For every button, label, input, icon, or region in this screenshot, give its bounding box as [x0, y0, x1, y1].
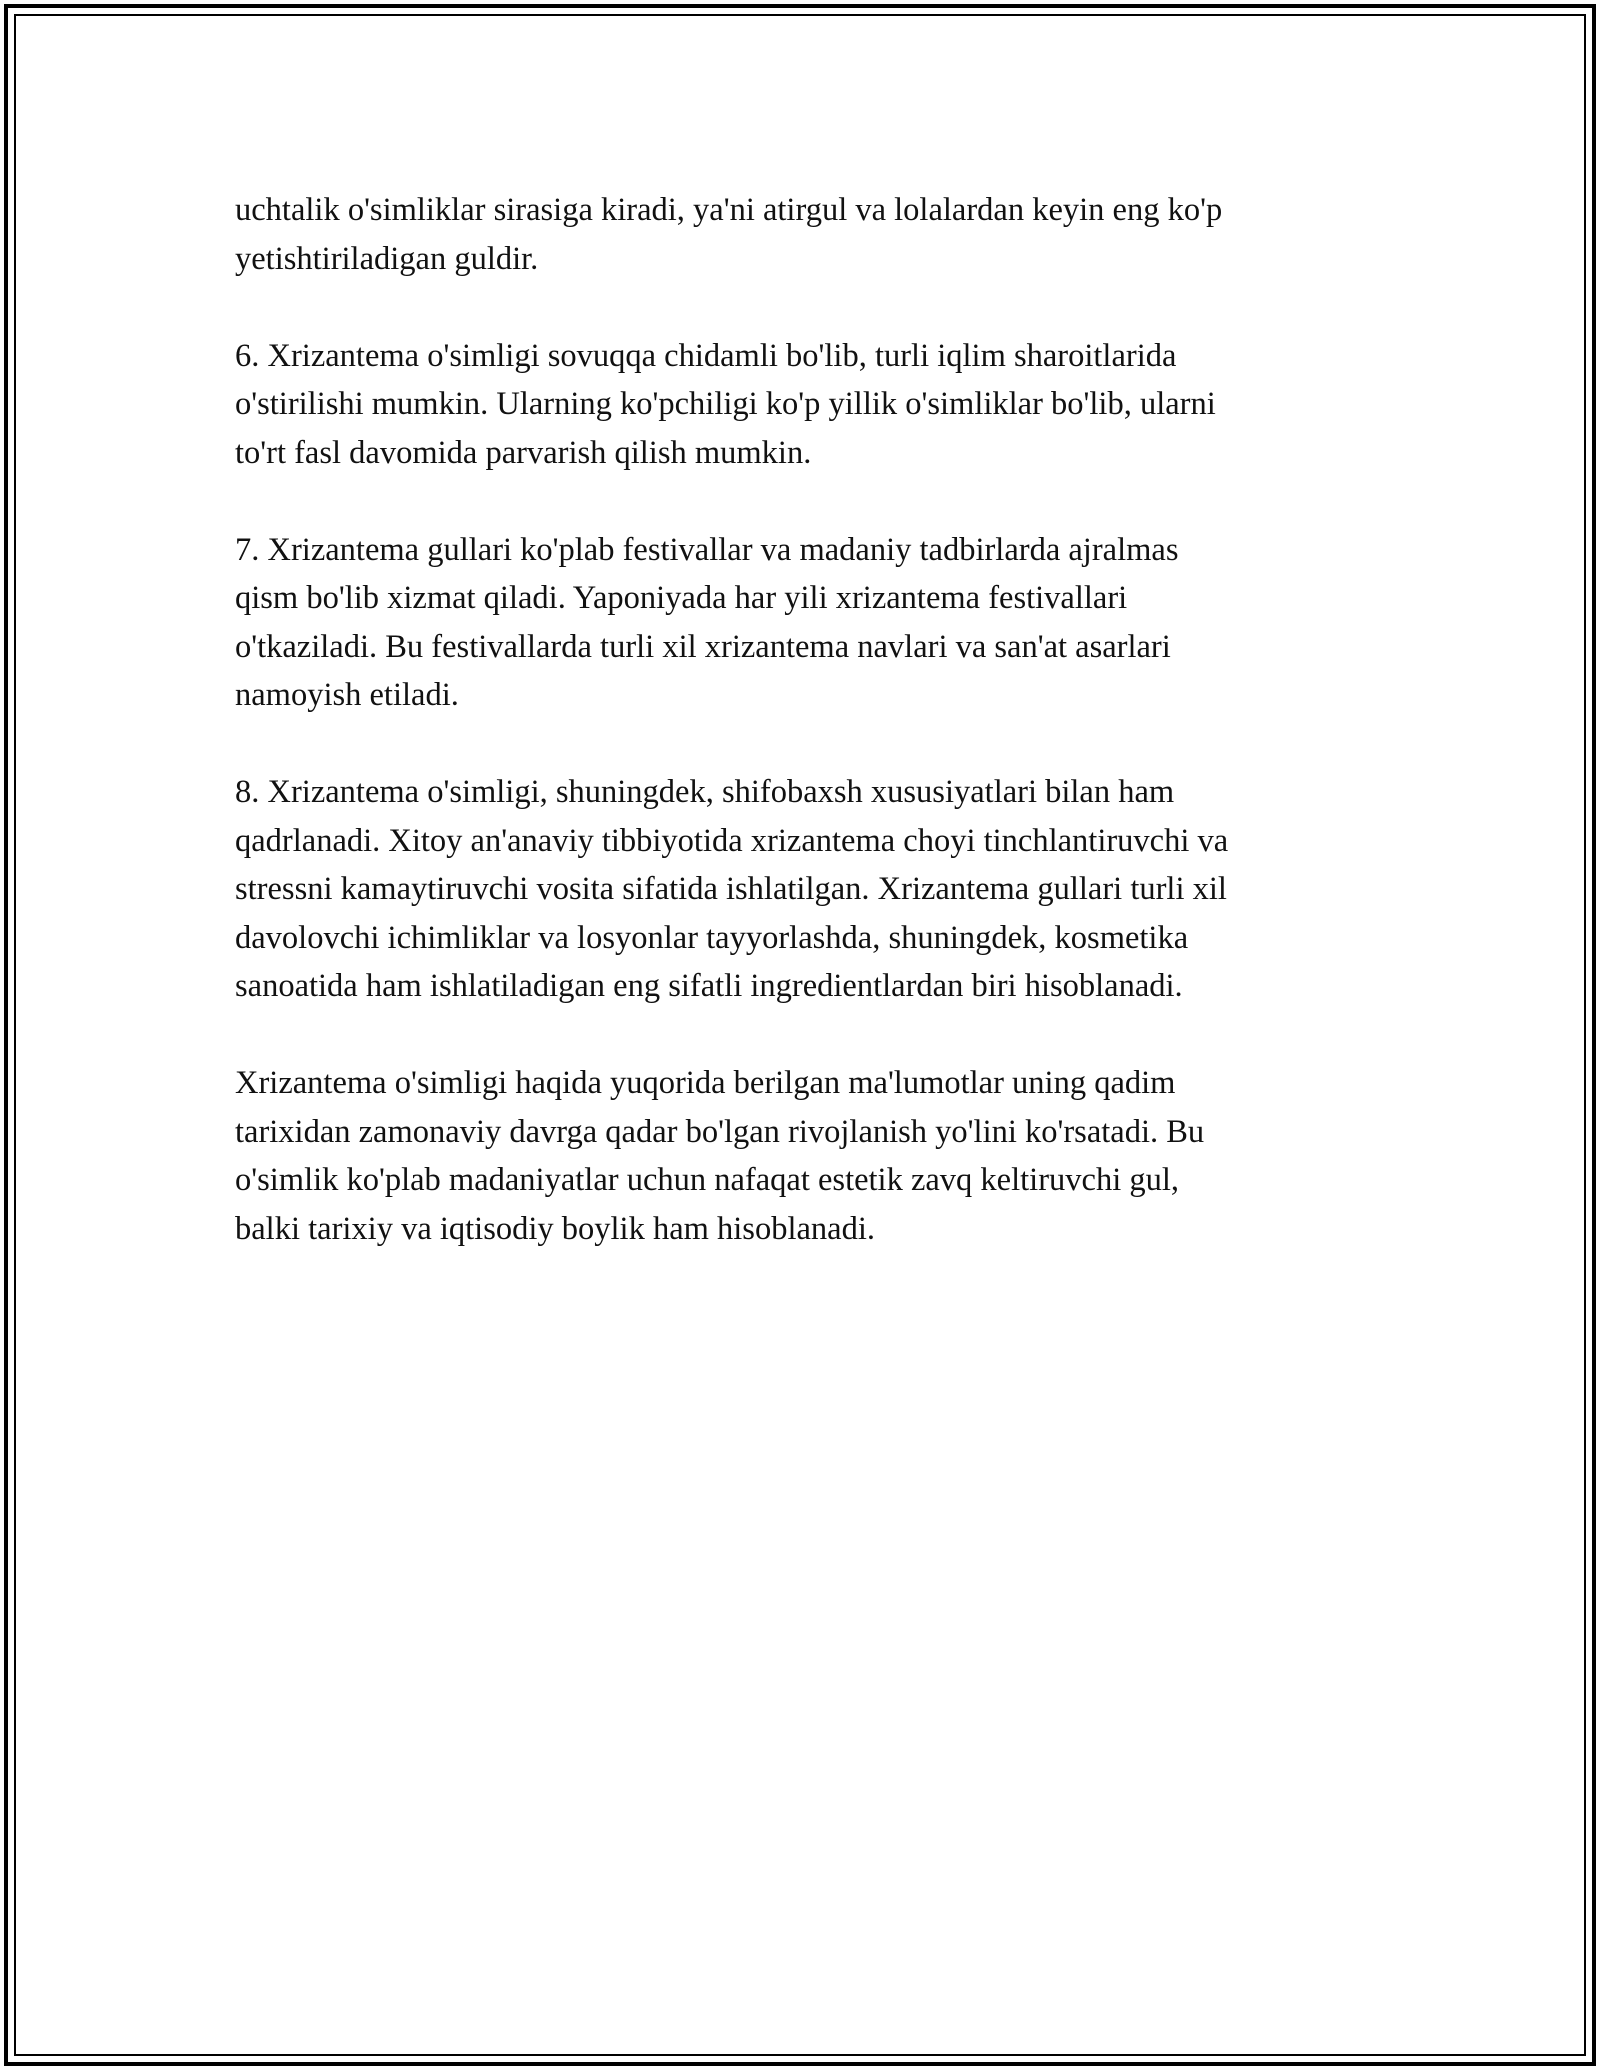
paragraph-intro-continuation: uchtalik o'simliklar sirasiga kiradi, ya'ni atirgul va lolalardan keyin eng ko'p yetishtiriladigan guldir. [235, 192, 1223, 277]
paragraph-point-8: 8. Xrizantema o'simligi, shuningdek, shifobaxsh xususiyatlari bilan ham qadrlanadi. Xitoy an'anaviy tibbiyotida xrizantema choyi tinchlantiruvchi va stressni kamaytiruvchi vosita sifatida ishlatilgan. Xrizantema gullari turli xil davolovchi ichimliklar va losyonlar tayyorlashda, shuningdek, kosmetika sanoatida ham ishlatiladigan eng sifatli ingredientlardan biri hisoblanadi. [235, 774, 1229, 1004]
paragraph-point-7: 7. Xrizantema gullari ko'plab festivallar va madaniy tadbirlarda ajralmas qism bo'lib xizmat qiladi. Yaponiyada har yili xrizantema festivallari o'tkaziladi. Bu festivallarda turli xil xrizantema navlari va san'at asarlari namoyish etiladi. [235, 531, 1179, 713]
paragraph-point-6: 6. Xrizantema o'simligi sovuqqa chidamli bo'lib, turli iqlim sharoitlarida o'stirilishi mumkin. Ularning ko'pchiligi ko'p yillik o'simliklar bo'lib, ularni to'rt fasl davomida parvarish qilish mumkin. [235, 337, 1216, 471]
paragraph-conclusion: Xrizantema o'simligi haqida yuqorida berilgan ma'lumotlar uning qadim tarixidan zamonaviy davrga qadar bo'lgan rivojlanish yo'lini ko'rsatadi. Bu o'simlik ko'plab madaniyatlar uchun nafaqat estetik zavq keltiruvchi gul, balki tarixiy va iqtisodiy boylik ham hisoblanadi. [235, 1065, 1205, 1247]
document-body [235, 186, 1365, 1302]
